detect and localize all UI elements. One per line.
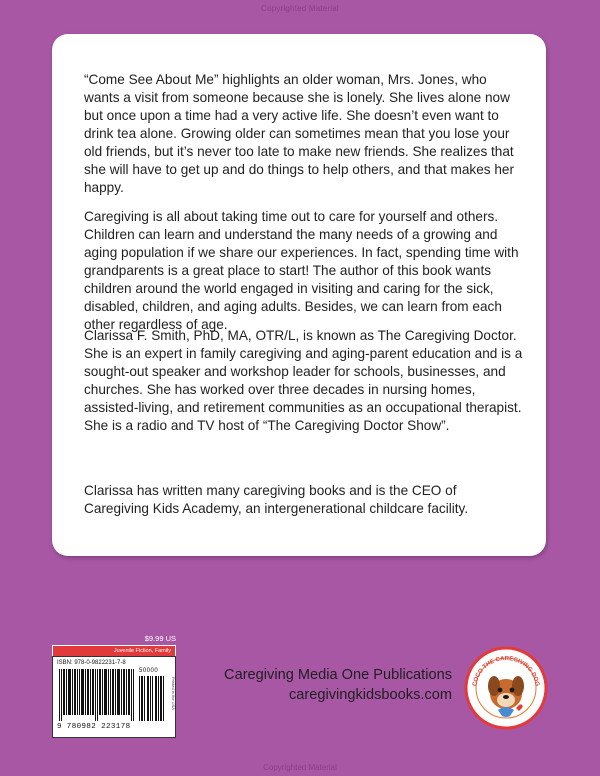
text-panel — [52, 34, 546, 556]
barcode-addon-digits: 50000 — [139, 668, 159, 674]
price-label: $9.99 US — [144, 634, 176, 643]
barcode-addon-bars — [139, 676, 165, 721]
isbn-label: ISBN: 978-0-9822231-7-8 — [57, 660, 126, 666]
publisher-info — [224, 665, 452, 705]
barcode-bars — [59, 669, 135, 721]
paragraph-author-bio: Clarissa F. Smith, PhD, MA, OTR/L, is known as The Caregiving Doctor. She is an expert in family caregiving and aging-parent education and is a sought-out speaker and workshop leader for schools, businesses, and churches. She has worked over three decades in nursing homes, assisted-living, and retirement communities as an occupational therapist. She is a radio and TV host of “The Caregiving Doctor Show”. — [84, 328, 523, 433]
caregiving-dog-logo — [464, 646, 548, 730]
publisher-name: Caregiving Media One Publications — [224, 667, 452, 683]
copyright-top: Copyrighted Material — [261, 4, 339, 13]
barcode-number: 9 780982 223178 — [57, 723, 131, 731]
paragraph-caregiving: Caregiving is all about taking time out to care for yourself and others. Children can learn and understand the many needs of a growing and aging population if we share our experiences. In fact, spending time with grandparents is a great place to start! The author of this book wants children around the world engaged in visiting and caring for the sick, disabled, children, and aging adults. Besides, we can learn from each other regardless of age. — [84, 209, 519, 332]
genre-label: Juvenile Fiction, Family — [52, 645, 176, 656]
copyright-bottom: Copyrighted Material — [263, 763, 337, 772]
printed-in-label: Printed in the USA — [171, 677, 176, 710]
logo-text: COCO THE CAREGIVING DOG — [472, 655, 540, 687]
barcode-block — [52, 634, 176, 738]
publisher-website: caregivingkidsbooks.com — [288, 687, 452, 703]
paragraph-author-books: Clarissa has written many caregiving books and is the CEO of Caregiving Kids Academy, an intergenerational childcare facility. — [84, 483, 469, 516]
barcode-box — [52, 656, 176, 738]
paragraph-story-summary: “Come See About Me” highlights an older woman, Mrs. Jones, who wants a visit from someone because she is lonely. She lives alone now but once upon a time had a very active life. She doesn’t even want to drink tea alone. Growing older can sometimes mean that you lose your old friends, but it’s never too late to make new friends. She realizes that she will have to get up and do things to help others, and that makes her happy. — [84, 72, 514, 195]
